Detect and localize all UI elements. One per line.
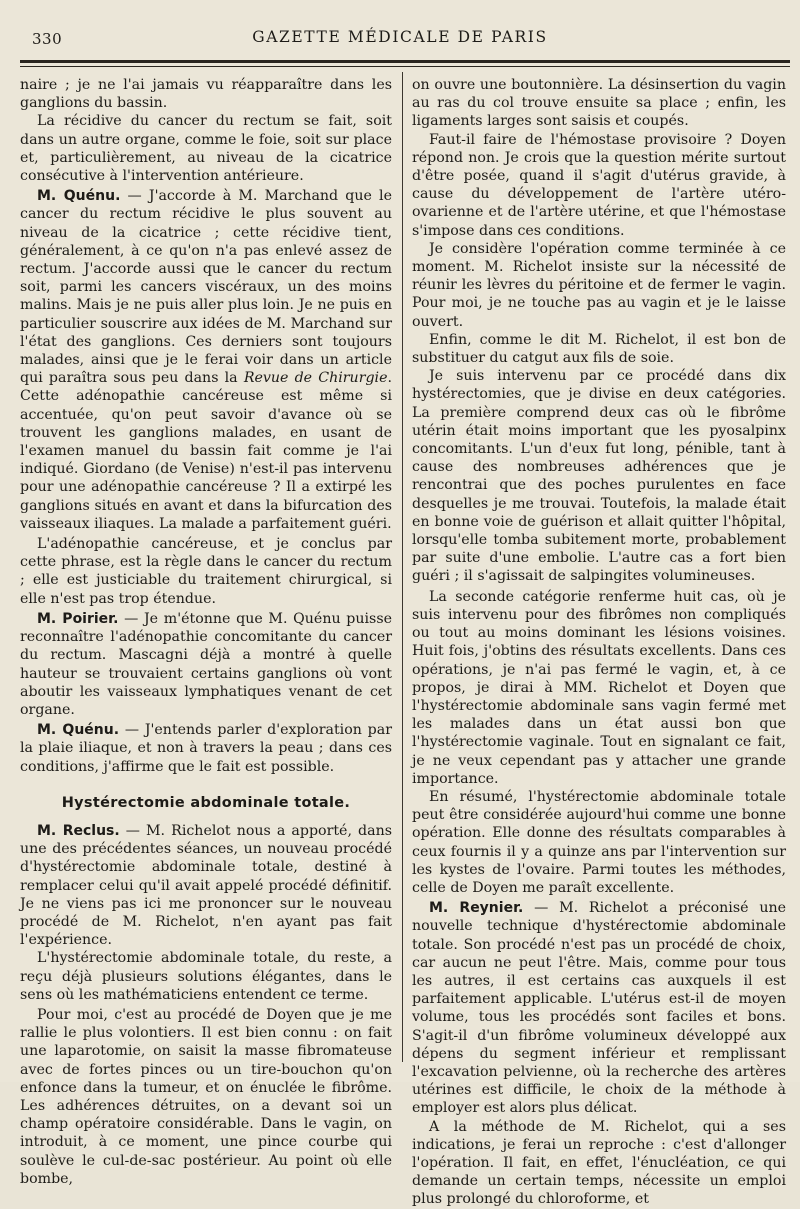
speaker-name: M. Quénu. bbox=[37, 188, 121, 205]
page-number: 330 bbox=[32, 30, 63, 48]
speech-text: . Cette adénopathie cancéreuse est même si accentuée, qu'on peut savoir d'avance où se trouvent les ganglions malades, en usant de l'examen manuel du bassin fait comme je l'ai indiqué. Giordano (de Venise) n'est-il pas intervenu pour une adénopathie cancéreuse ? Il a extirpé les ganglions situés en avant et dans la bifurcation des vaisseaux iliaques. La malade a parfaitement guéri. bbox=[20, 370, 393, 532]
speech-text: — M. Richelot a préconisé une nouvelle technique d'hystérectomie abdominale totale. Son procédé n'est pas un procédé de choix, car aucun ne peut l'être. Mais, comme pour tous les autres, il est certains cas auxquels il est parfaitement applicable. L'utérus est-il de moyen volume, tous les procédés sont faciles et bons. S'agit-il d'un fibrôme volumineux développé aux dépens du segment inférieur et remplissant l'excavation pelvienne, où la recherche des artères utérines est difficile, le choix de la méthode à employer est alors plus délicat. bbox=[412, 900, 786, 1117]
paragraph: on ouvre une boutonnière. La désinsertion du vagin au ras du col trouve ensuite sa place ; enfin, les ligaments larges sont saisis et coupés. bbox=[412, 77, 786, 130]
paragraph: Pour moi, c'est au procédé de Doyen que je me rallie le plus volontiers. Il est bien connu : on fait une laparotomie, on saisit la masse fibromateuse avec de fortes pinces ou un tire-bouchon qu'on enfonce dans la tumeur, et on énuclée le fibrôme. Les adhérences détruites, on a devant soi un champ opératoire considérable. Dans le vagin, on introduit, à ce moment, une pince courbe qui soulève le cul-de-sac postérieur. Au point où elle bombe, bbox=[20, 1006, 392, 1187]
paragraph: La seconde catégorie renferme huit cas, où je suis intervenu pour des fibrômes non compliqués ou tout au moins dominant les lésions voisines. Huit fois, j'obtins des résultats excellents. Dans ces opérations, je n'ai pas fermé le vagin, et, à ce propos, je dirai à MM. Richelot et Doyen que l'hystérectomie abdominale sans vagin fermé met les malades dans un état aussi bon que l'hystérectomie vaginale. Tout en signalant ce fait, je ne veux cependant pas y attacher une grande importance. bbox=[412, 588, 786, 787]
header-rule-thin bbox=[20, 66, 790, 67]
speech-text: — Je m'étonne que M. Quénu puisse reconnaître l'adénopathie concomitante du cancer du rectum. Mascagni déjà a montré à quelle hauteur se trouvaient certains ganglions où vont aboutir les vaisseaux lymphatiques venant de cet organe. bbox=[20, 610, 393, 718]
page-header bbox=[0, 24, 800, 50]
speaker-name: M. Reclus. bbox=[37, 822, 120, 839]
header-rule-thick bbox=[20, 60, 790, 63]
paragraph: A la méthode de M. Richelot, qui a ses indications, je ferai un reproche : c'est d'allonger l'opération. Il fait, en effet, l'énucléation, ce qui demande un certain temps, nécessite un emploi plus prolongé du chloroforme, et bbox=[412, 1118, 786, 1208]
paragraph: Enfin, comme le dit M. Richelot, il est bon de substituer du catgut aux fils de soie. bbox=[412, 331, 786, 367]
paragraph: Faut-il faire de l'hémostase provisoire ? Doyen répond non. Je crois que la question mérite surtout d'être posée, quand il s'agit d'utérus gravide, à cause du développement de l'artère utéro-ovarienne et de l'artère utérine, et que l'hémostase s'impose dans ces conditions. bbox=[412, 131, 786, 239]
paragraph: L'adénopathie cancéreuse, et je conclus par cette phrase, est la règle dans le cancer du rectum ; elle est justiciable du traitement chirurgical, si elle n'est pas trop étendue. bbox=[20, 536, 392, 607]
speech-text: — J'entends parler d'exploration par la plaie iliaque, et non à travers la peau ; dans ces conditions, j'affirme que le fait est possible. bbox=[20, 722, 392, 775]
speech-paragraph bbox=[412, 899, 786, 1117]
column-divider bbox=[402, 72, 403, 1062]
speech-paragraph bbox=[20, 187, 392, 533]
paragraph: En résumé, l'hystérectomie abdominale totale peut être considérée aujourd'hui comme une bonne opération. Elle donne des résultats comparables à ceux fournis il y a quinze ans par l'intervention sur les kystes de l'ovaire. Parmi toutes les méthodes, celle de Doyen me paraît excellente. bbox=[412, 788, 786, 896]
paragraph: Je considère l'opération comme terminée à ce moment. M. Richelot insiste sur la nécessité de réunir les lèvres du péritoine et de fermer le vagin. Pour moi, je ne touche pas au vagin et je le laisse ouvert. bbox=[412, 240, 786, 330]
speaker-name: M. Quénu. bbox=[37, 722, 120, 739]
speech-text: — J'accorde à M. Marchand que le cancer du rectum récidive le plus souvent au niveau de la cicatrice ; cette récidive tient, généralement, à ce qu'on n'a pas enlevé assez de rectum. J'accorde aussi que le cancer du rectum soit, parmi les cancers viscéraux, un des moins malins. Mais je ne puis aller plus loin. Je ne puis en particulier souscrire aux idées de M. Marchand sur l'état des ganglions. Ces derniers sont toujours malades, ainsi que je le ferai voir dans un article qui paraîtra sous peu dans la bbox=[20, 188, 392, 387]
section-title: Hystérectomie abdominale totale. bbox=[61, 794, 351, 811]
paragraph: naire ; je ne l'ai jamais vu réapparaître dans les ganglions du bassin. bbox=[20, 77, 392, 112]
speech-paragraph bbox=[20, 721, 392, 776]
paragraph: L'hystérectomie abdominale totale, du reste, a reçu déjà plusieurs solutions élégantes, dans le sens où les mathématiciens entendent ce terme. bbox=[20, 950, 392, 1003]
speaker-name: M. Reynier. bbox=[429, 900, 524, 917]
right-column bbox=[412, 76, 786, 1209]
paragraph: Je suis intervenu par ce procédé dans dix hystérectomies, que je divise en deux catégories. La première comprend deux cas où le fibrôme utérin était moins important que les pyosalpinx concomitants. L'un d'eux fut long, pénible, tant à cause des nombreuses adhérences que je rencontrai que des poches purulentes en face desquelles je me trouvai. Toutefois, la malade était en bonne voie de guérison et allait quitter l'hôpital, lorsqu'elle tomba subitement morte, probablement par suite d'une embolie. L'autre cas a fort bien guéri ; il s'agissait de salpingites volumineuses. bbox=[412, 368, 786, 585]
speech-text: — M. Richelot nous a apporté, dans une des précédentes séances, un nouveau procédé d'hystérectomie abdominale totale, destiné à remplacer celui qu'il avait appelé procédé définitif. Je ne viens pas ici me prononcer sur le nouveau procédé de M. Richelot, n'en ayant pas fait l'expérience. bbox=[20, 822, 392, 949]
speaker-name: M. Poirier. bbox=[37, 610, 119, 627]
speech-paragraph bbox=[20, 610, 392, 719]
left-column bbox=[20, 76, 392, 1188]
journal-title: Revue de Chirurgie bbox=[243, 370, 388, 387]
running-title: GAZETTE MÉDICALE DE PARIS bbox=[252, 28, 548, 46]
speech-paragraph bbox=[20, 822, 392, 949]
paragraph: La récidive du cancer du rectum se fait, soit dans un autre organe, comme le foie, soit sur place et, particulièrement, au niveau de la cicatrice consécutive à l'intervention antérieure. bbox=[20, 113, 392, 185]
